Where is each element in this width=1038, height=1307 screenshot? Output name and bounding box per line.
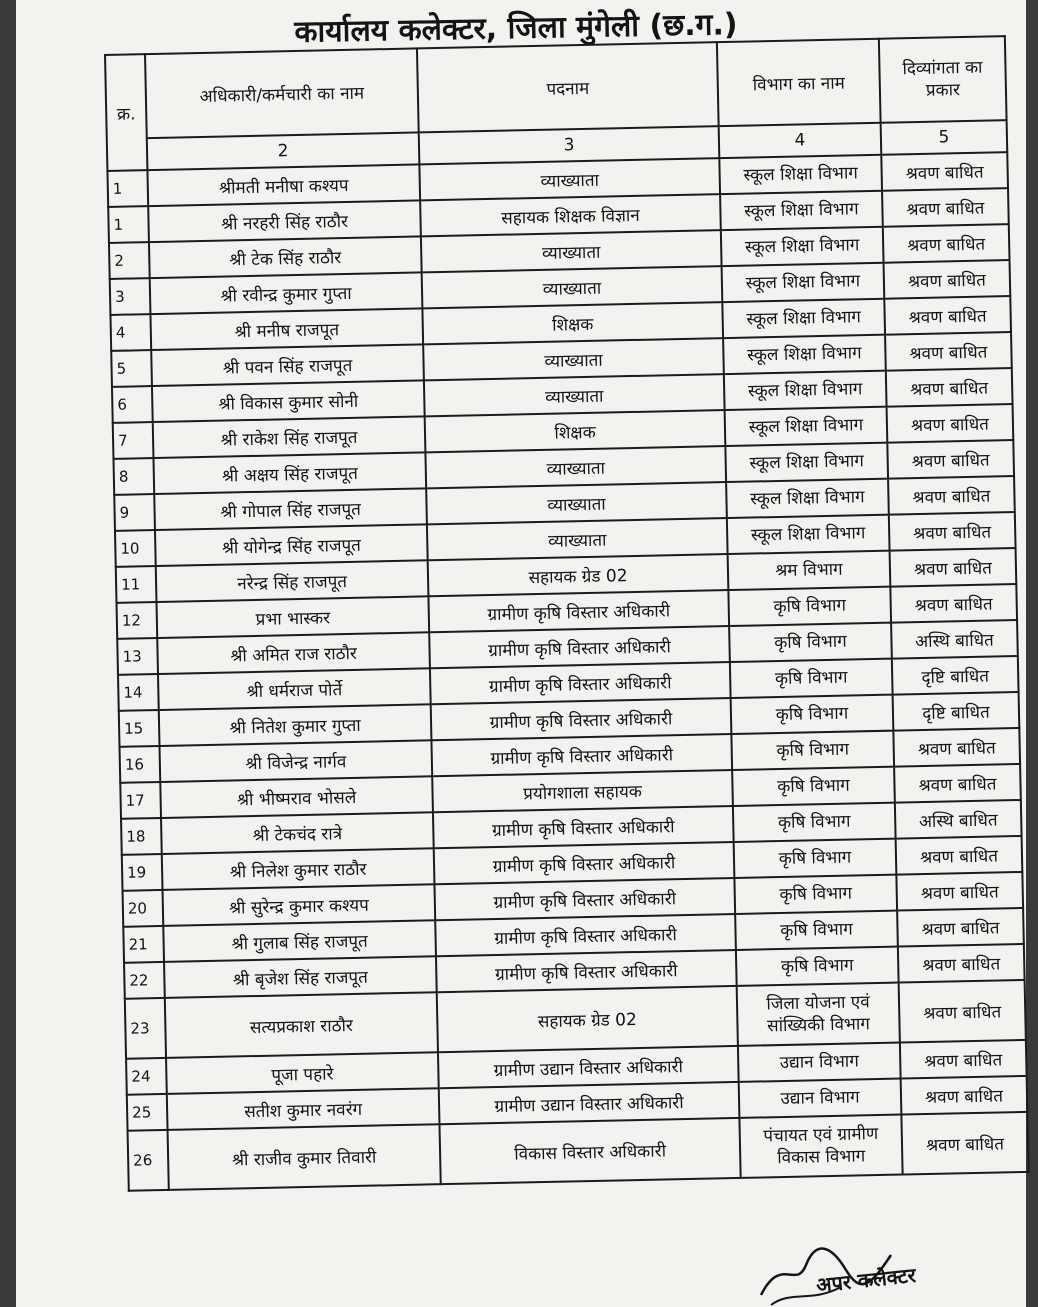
cell-disability: श्रवण बाधित xyxy=(885,332,1012,371)
cell-designation: ग्रामीण कृषि विस्तार अधिकारी xyxy=(433,806,734,848)
document-page xyxy=(16,0,1026,1307)
employee-table-wrapper xyxy=(104,35,1038,1192)
cell-designation: ग्रामीण उद्यान विस्तार अधिकारी xyxy=(439,1082,740,1124)
cell-serial: 23 xyxy=(125,998,166,1059)
cell-serial: 19 xyxy=(122,854,163,891)
cell-department: स्कूल शिक्षा विभाग xyxy=(727,515,890,554)
cell-serial: 9 xyxy=(114,494,155,531)
cell-name: श्री राजीव कुमार तिवारी xyxy=(168,1124,441,1190)
cell-designation: ग्रामीण कृषि विस्तार अधिकारी xyxy=(434,842,735,884)
cell-designation: व्याख्याता xyxy=(424,374,725,416)
cell-department: स्कूल शिक्षा विभाग xyxy=(724,371,887,410)
cell-name: श्री सुरेन्द्र कुमार कश्यप xyxy=(163,884,436,926)
cell-serial: 26 xyxy=(128,1130,169,1191)
cell-disability: श्रवण बाधित xyxy=(898,944,1025,983)
cell-disability: श्रवण बाधित xyxy=(900,1040,1027,1079)
cell-serial: 12 xyxy=(116,602,157,639)
cell-serial: 6 xyxy=(112,386,153,423)
cell-disability: श्रवण बाधित xyxy=(890,548,1017,587)
cell-department: जिला योजना एवं सांख्यिकी विभाग xyxy=(737,983,900,1046)
cell-name: सत्यप्रकाश राठौर xyxy=(165,992,438,1058)
cell-name: श्री अक्षय सिंह राजपूत xyxy=(153,452,426,494)
cell-department: स्कूल शिक्षा विभाग xyxy=(720,191,883,230)
column-number: 5 xyxy=(881,120,1008,155)
cell-department: स्कूल शिक्षा विभाग xyxy=(721,227,884,266)
cell-name: श्री राकेश सिंह राजपूत xyxy=(153,416,426,458)
cell-designation: ग्रामीण कृषि विस्तार अधिकारी xyxy=(429,626,730,668)
cell-designation: शिक्षक xyxy=(422,302,723,344)
cell-name: श्री विजेन्द्र नार्गव xyxy=(160,740,433,782)
cell-name: प्रभा भास्कर xyxy=(156,596,429,638)
cell-designation: ग्रामीण उद्यान विस्तार अधिकारी xyxy=(438,1046,739,1088)
header-serial: क्र. xyxy=(105,54,147,171)
cell-disability: श्रवण बाधित xyxy=(882,188,1009,227)
cell-department: कृषि विभाग xyxy=(728,587,891,626)
cell-disability: श्रवण बाधित xyxy=(881,152,1008,191)
cell-name: श्री मनीष राजपूत xyxy=(150,308,423,350)
cell-name: सतीश कुमार नवरंग xyxy=(167,1088,440,1130)
cell-department: कृषि विभाग xyxy=(729,623,892,662)
column-number: 2 xyxy=(147,132,420,170)
cell-department: कृषि विभाग xyxy=(733,803,896,842)
cell-designation: शिक्षक xyxy=(425,410,726,452)
cell-serial: 3 xyxy=(110,278,151,315)
cell-department: कृषि विभाग xyxy=(731,695,894,734)
cell-name: श्री पवन सिंह राजपूत xyxy=(151,344,424,386)
cell-disability: श्रवण बाधित xyxy=(887,404,1014,443)
cell-designation: ग्रामीण कृषि विस्तार अधिकारी xyxy=(428,590,729,632)
cell-disability: श्रवण बाधित xyxy=(890,584,1017,623)
cell-designation: ग्रामीण कृषि विस्तार अधिकारी xyxy=(431,698,732,740)
cell-serial: 17 xyxy=(120,782,161,819)
cell-serial: 16 xyxy=(120,746,161,783)
column-number: 4 xyxy=(719,123,882,158)
cell-designation: ग्रामीण कृषि विस्तार अधिकारी xyxy=(430,662,731,704)
cell-serial: 22 xyxy=(124,962,165,999)
cell-disability: श्रवण बाधित xyxy=(884,296,1011,335)
cell-name: श्री धर्मराज पोर्ते xyxy=(158,668,431,710)
cell-serial: 2 xyxy=(109,242,150,279)
cell-designation: व्याख्याता xyxy=(425,446,726,488)
cell-disability: श्रवण बाधित xyxy=(901,1112,1028,1175)
cell-department: कृषि विभाग xyxy=(734,839,897,878)
cell-department: कृषि विभाग xyxy=(731,731,894,770)
cell-name: श्री रवीन्द्र कुमार गुप्ता xyxy=(150,272,423,314)
cell-serial: 14 xyxy=(118,674,159,711)
cell-disability: श्रवण बाधित xyxy=(896,872,1023,911)
cell-name: श्री भीष्मराव भोसले xyxy=(160,776,433,818)
cell-designation: ग्रामीण कृषि विस्तार अधिकारी xyxy=(435,914,736,956)
cell-disability: श्रवण बाधित xyxy=(887,440,1014,479)
cell-disability: श्रवण बाधित xyxy=(896,836,1023,875)
cell-designation: ग्रामीण कृषि विस्तार अधिकारी xyxy=(434,878,735,920)
cell-serial: 5 xyxy=(111,350,152,387)
cell-serial: 8 xyxy=(113,458,154,495)
cell-designation: सहायक ग्रेड 02 xyxy=(437,986,738,1052)
cell-department: उद्यान विभाग xyxy=(738,1043,901,1082)
cell-disability: श्रवण बाधित xyxy=(888,476,1015,515)
cell-name: श्री गुलाब सिंह राजपूत xyxy=(163,920,436,962)
cell-disability: श्रवण बाधित xyxy=(894,764,1021,803)
header-disability: दिव्यांगता का प्रकार xyxy=(879,36,1007,123)
cell-name: श्री निलेश कुमार राठौर xyxy=(162,848,435,890)
cell-disability: श्रवण बाधित xyxy=(884,260,1011,299)
cell-disability: दृष्टि बाधित xyxy=(892,656,1019,695)
cell-name: पूजा पहारे xyxy=(166,1052,439,1094)
cell-designation: सहायक शिक्षक विज्ञान xyxy=(420,194,721,236)
cell-disability: श्रवण बाधित xyxy=(901,1076,1028,1115)
header-designation: पदनाम xyxy=(417,42,719,132)
cell-serial: 13 xyxy=(117,638,158,675)
cell-serial: 25 xyxy=(127,1094,168,1131)
cell-designation: प्रयोगशाला सहायक xyxy=(432,770,733,812)
cell-designation: व्याख्याता xyxy=(421,230,722,272)
cell-department: कृषि विभाग xyxy=(734,875,897,914)
cell-designation: विकास विस्तार अधिकारी xyxy=(439,1118,740,1184)
cell-name: श्री टेक सिंह राठौर xyxy=(149,236,422,278)
cell-serial: 18 xyxy=(121,818,162,855)
cell-name: श्री योगेन्द्र सिंह राजपूत xyxy=(155,524,428,566)
cell-designation: व्याख्याता xyxy=(419,158,720,200)
cell-name: श्री नितेश कुमार गुप्ता xyxy=(159,704,432,746)
cell-designation: व्याख्याता xyxy=(426,482,727,524)
header-name: अधिकारी/कर्मचारी का नाम xyxy=(145,48,419,138)
cell-department: स्कूल शिक्षा विभाग xyxy=(723,335,886,374)
cell-name: श्री बृजेश सिंह राजपूत xyxy=(164,956,437,998)
cell-department: स्कूल शिक्षा विभाग xyxy=(725,443,888,482)
table-body xyxy=(107,152,1028,1191)
cell-serial: 15 xyxy=(119,710,160,747)
cell-serial: 20 xyxy=(123,890,164,927)
cell-disability: श्रवण बाधित xyxy=(899,980,1026,1043)
cell-department: उद्यान विभाग xyxy=(739,1079,902,1118)
cell-serial: 4 xyxy=(110,314,151,351)
cell-disability: श्रवण बाधित xyxy=(889,512,1016,551)
cell-disability: श्रवण बाधित xyxy=(897,908,1024,947)
cell-serial: 1 xyxy=(107,170,148,207)
cell-serial: 7 xyxy=(113,422,154,459)
cell-department: स्कूल शिक्षा विभाग xyxy=(722,299,885,338)
cell-name: नरेन्द्र सिंह राजपूत xyxy=(156,560,429,602)
cell-disability: श्रवण बाधित xyxy=(893,728,1020,767)
cell-disability: श्रवण बाधित xyxy=(886,368,1013,407)
cell-disability: दृष्टि बाधित xyxy=(893,692,1020,731)
signature-designation: अपर कलेक्टर xyxy=(815,1262,917,1298)
cell-disability: अस्थि बाधित xyxy=(891,620,1018,659)
cell-disability: अस्थि बाधित xyxy=(895,800,1022,839)
cell-department: स्कूल शिक्षा विभाग xyxy=(725,407,888,446)
cell-name: श्री अमित राज राठौर xyxy=(157,632,430,674)
cell-department: कृषि विभाग xyxy=(736,947,899,986)
cell-department: पंचायत एवं ग्रामीण विकास विभाग xyxy=(739,1115,902,1178)
cell-designation: व्याख्याता xyxy=(427,518,728,560)
cell-department: स्कूल शिक्षा विभाग xyxy=(722,263,885,302)
cell-department: श्रम विभाग xyxy=(728,551,891,590)
cell-department: कृषि विभाग xyxy=(730,659,893,698)
cell-serial: 10 xyxy=(115,530,156,567)
column-number: 3 xyxy=(419,126,720,164)
cell-designation: ग्रामीण कृषि विस्तार अधिकारी xyxy=(431,734,732,776)
cell-serial: 24 xyxy=(126,1058,167,1095)
header-department: विभाग का नाम xyxy=(717,39,881,126)
page-title: कार्यालय कलेक्टर, जिला मुंगेली (छ.ग.) xyxy=(294,7,738,50)
cell-serial: 11 xyxy=(116,566,157,603)
cell-designation: सहायक ग्रेड 02 xyxy=(428,554,729,596)
employee-table xyxy=(104,35,1030,1192)
cell-department: स्कूल शिक्षा विभाग xyxy=(726,479,889,518)
cell-designation: ग्रामीण कृषि विस्तार अधिकारी xyxy=(436,950,737,992)
cell-designation: व्याख्याता xyxy=(422,266,723,308)
cell-name: श्री गोपाल सिंह राजपूत xyxy=(154,488,427,530)
cell-serial: 1 xyxy=(108,206,149,243)
cell-name: श्री टेकचंद रात्रे xyxy=(161,812,434,854)
cell-serial: 21 xyxy=(123,926,164,963)
cell-name: श्री विकास कुमार सोनी xyxy=(152,380,425,422)
cell-disability: श्रवण बाधित xyxy=(883,224,1010,263)
cell-department: कृषि विभाग xyxy=(732,767,895,806)
cell-designation: व्याख्याता xyxy=(423,338,724,380)
cell-department: कृषि विभाग xyxy=(735,911,898,950)
cell-name: श्री नरहरी सिंह राठौर xyxy=(148,200,421,242)
cell-name: श्रीमती मनीषा कश्यप xyxy=(147,164,420,206)
cell-department: स्कूल शिक्षा विभाग xyxy=(719,155,882,194)
